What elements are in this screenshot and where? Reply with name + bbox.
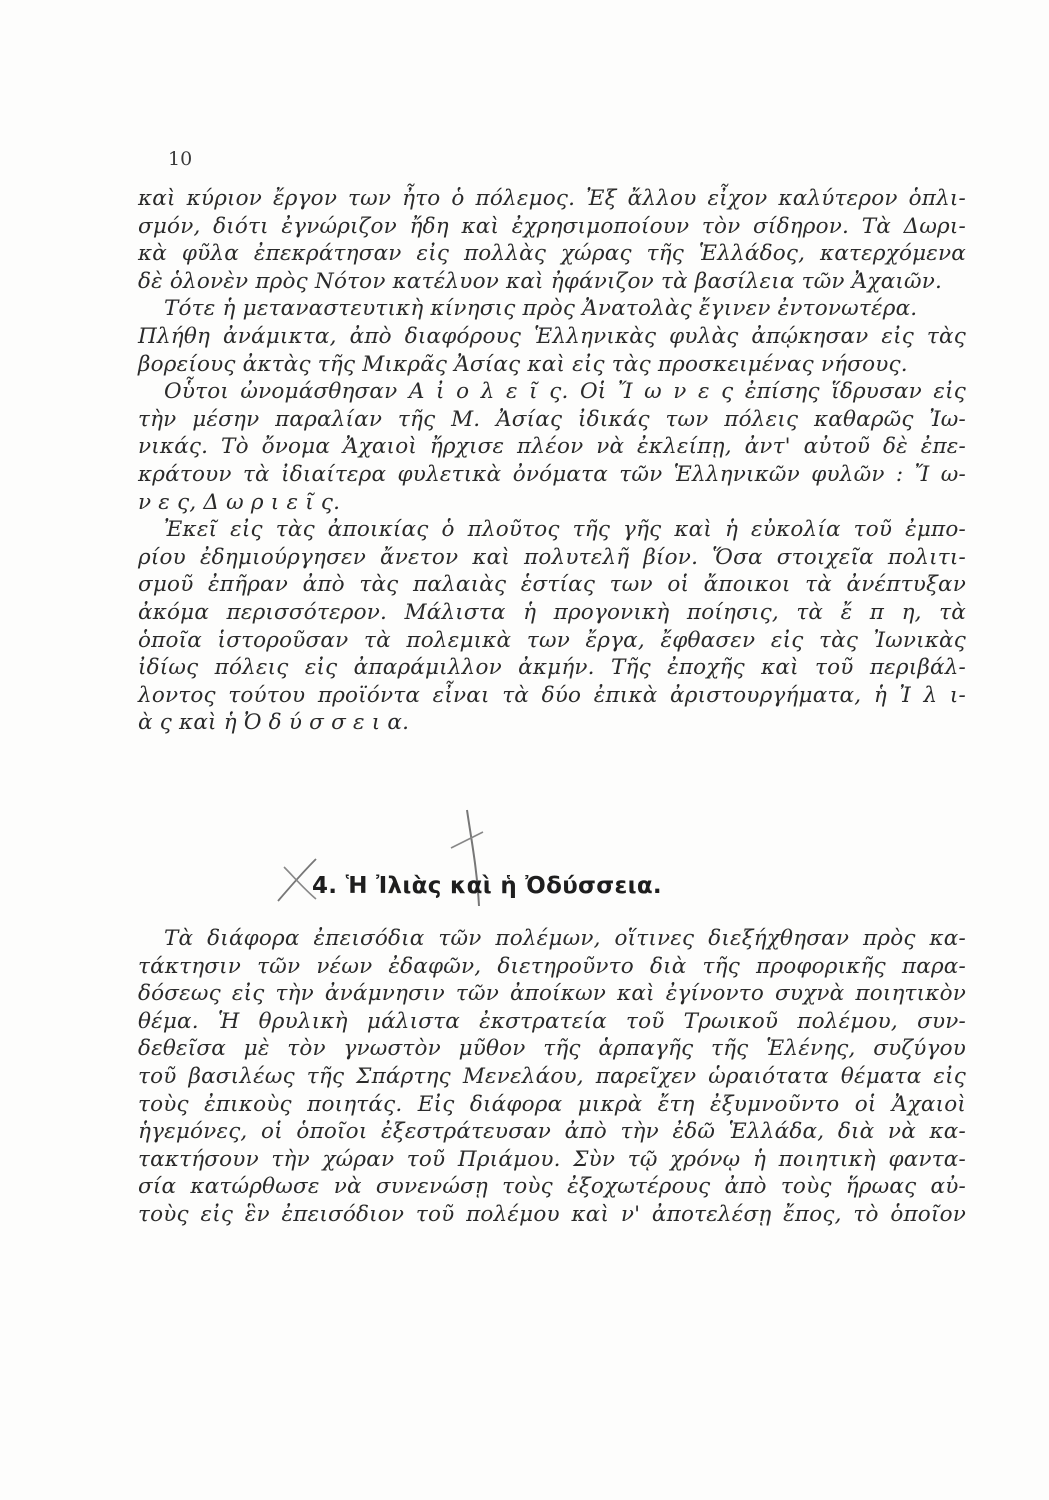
text-line: δεθεῖσα μὲ τὸν γνωστὸν μῦθον τῆς ἁρπαγῆς τῆς Ἑλένης, συζύγου — [138, 1036, 966, 1062]
text-line: σμοῦ ἐπῆραν ἀπὸ τὰς παλαιὰς ἑστίας των οἱ ἄποικοι τὰ ἀνέπτυξαν — [138, 572, 966, 598]
text-line: λοντος τούτου προϊόντα εἶναι τὰ δύο ἐπικὰ ἀριστουργήματα, ἡ Ἰ λ ι- — [138, 682, 966, 708]
text-line: Τότε ἡ μεταναστευτικὴ κίνησις πρὸς Ἀνατολὰς ἔγινεν ἐντονωτέρα. — [164, 296, 918, 322]
page-number: 10 — [168, 148, 193, 170]
text-line: κράτουν τὰ ἰδιαίτερα φυλετικὰ ὀνόματα τῶν Ἑλληνικῶν φυλῶν : Ἴ ω- — [138, 461, 966, 487]
text-line: κὰ φῦλα ἐπεκράτησαν εἰς πολλὰς χώρας τῆς Ἑλλάδος, κατερχόμενα — [138, 241, 966, 267]
text-line: βορείους ἀκτὰς τῆς Μικρᾶς Ἀσίας καὶ εἰς τὰς προσκειμένας νήσους. — [138, 351, 908, 377]
text-line: τοὺς ἐπικοὺς ποιητάς. Εἰς διάφορα μικρὰ ἔτη ἐξυμνοῦντο οἱ Ἀχαιοὶ — [138, 1091, 966, 1117]
text-line: ἀκόμα περισσότερον. Μάλιστα ἡ προγονικὴ ποίησις, τὰ ἔ π η, τὰ — [138, 599, 966, 625]
text-line: ἰδίως πόλεις εἰς ἀπαράμιλλον ἀκμήν. Τῆς ἐποχῆς καὶ τοῦ περιβάλ- — [138, 655, 966, 681]
text-line: Πλήθη ἀνάμικτα, ἀπὸ διαφόρους Ἑλληνικὰς φυλὰς ἀπῴκησαν εἰς τὰς — [138, 323, 966, 349]
text-line: Τὰ διάφορα ἐπεισόδια τῶν πολέμων, οἵτινες διεξήχθησαν πρὸς κα- — [164, 926, 966, 951]
text-line: δὲ ὁλονὲν πρὸς Νότον κατέλυον καὶ ἠφάνιζον τὰ βασίλεια τῶν Ἀχαιῶν. — [138, 268, 943, 294]
section-heading: 4. Ἡ Ἰλιὰς καὶ ἡ Ὀδύσσεια. — [312, 873, 662, 899]
text-line: ρίου ἐδημιούργησεν ἄνετον καὶ πολυτελῆ βίον. Ὅσα στοιχεῖα πολιτι- — [138, 544, 966, 570]
text-block-iliad-odyssey — [138, 925, 966, 1229]
text-line: ἡγεμόνες, οἱ ὁποῖοι ἐξεστράτευσαν ἀπὸ τὴν ἐδῶ Ἑλλάδα, διὰ νὰ κα- — [138, 1119, 966, 1145]
text-line: ν ε ς, Δ ω ρ ι ε ῖ ς. — [138, 489, 341, 515]
text-line: τοῦ βασιλέως τῆς Σπάρτης Μενελάου, παρεῖχεν ὡραιότατα θέματα εἰς — [138, 1063, 966, 1089]
text-line: θέμα. Ἡ θρυλικὴ μάλιστα ἐκστρατεία τοῦ Τρωικοῦ πολέμου, συν- — [138, 1008, 966, 1034]
text-line: Οὗτοι ὠνομάσθησαν Α ἰ ο λ ε ῖ ς. Οἱ Ἴ ω ν ε ς ἐπίσης ἵδρυσαν εἰς — [164, 379, 966, 405]
text-line: τακτήσουν τὴν χώραν τοῦ Πριάμου. Σὺν τῷ χρόνῳ ἡ ποιητικὴ φαντα- — [138, 1146, 966, 1172]
text-line: σμόν, διότι ἐγνώριζον ἤδη καὶ ἐχρησιμοποίουν τὸν σίδηρον. Τὰ Δωρι- — [138, 213, 966, 239]
text-line: τάκτησιν τῶν νέων ἐδαφῶν, διετηροῦντο διὰ τῆς προφορικῆς παρα- — [138, 953, 966, 979]
text-line: ὰ ς καὶ ἡ Ὀ δ ύ σ σ ε ι α. — [138, 710, 410, 736]
text-line: τοὺς εἰς ἓν ἐπεισόδιον τοῦ πολέμου καὶ ν' ἀποτελέσῃ ἔπος, τὸ ὁποῖον — [138, 1201, 966, 1227]
text-line: Ἐκεῖ εἰς τὰς ἀποικίας ὁ πλοῦτος τῆς γῆς καὶ ἡ εὐκολία τοῦ ἐμπο- — [164, 517, 966, 543]
text-line: σία κατώρθωσε νὰ συνενώσῃ τοὺς ἐξοχωτέρους ἀπὸ τοὺς ἥρωας αὐ- — [138, 1174, 966, 1200]
text-line: νικάς. Τὸ ὄνομα Ἀχαιοὶ ἤρχισε πλέον νὰ ἐκλείπῃ, ἀντ' αὐτοῦ δὲ ἐπε- — [138, 434, 966, 460]
text-line: καὶ κύριον ἔργον των ἦτο ὁ πόλεμος. Ἐξ ἄλλου εἶχον καλύτερον ὁπλι- — [138, 186, 966, 211]
text-line: δόσεως εἰς τὴν ἀνάμνησιν τῶν ἀποίκων καὶ ἐγίνοντο συχνὰ ποιητικὸν — [138, 981, 966, 1007]
text-line: ὁποῖα ἱστοροῦσαν τὰ πολεμικὰ των ἔργα, ἔφθασεν εἰς τὰς Ἰωνικὰς — [138, 627, 966, 653]
text-block-aeolians-ionians — [138, 185, 966, 737]
text-line: τὴν μέσην παραλίαν τῆς Μ. Ἀσίας ἰδικάς των πόλεις καθαρῶς Ἰω- — [138, 406, 966, 432]
